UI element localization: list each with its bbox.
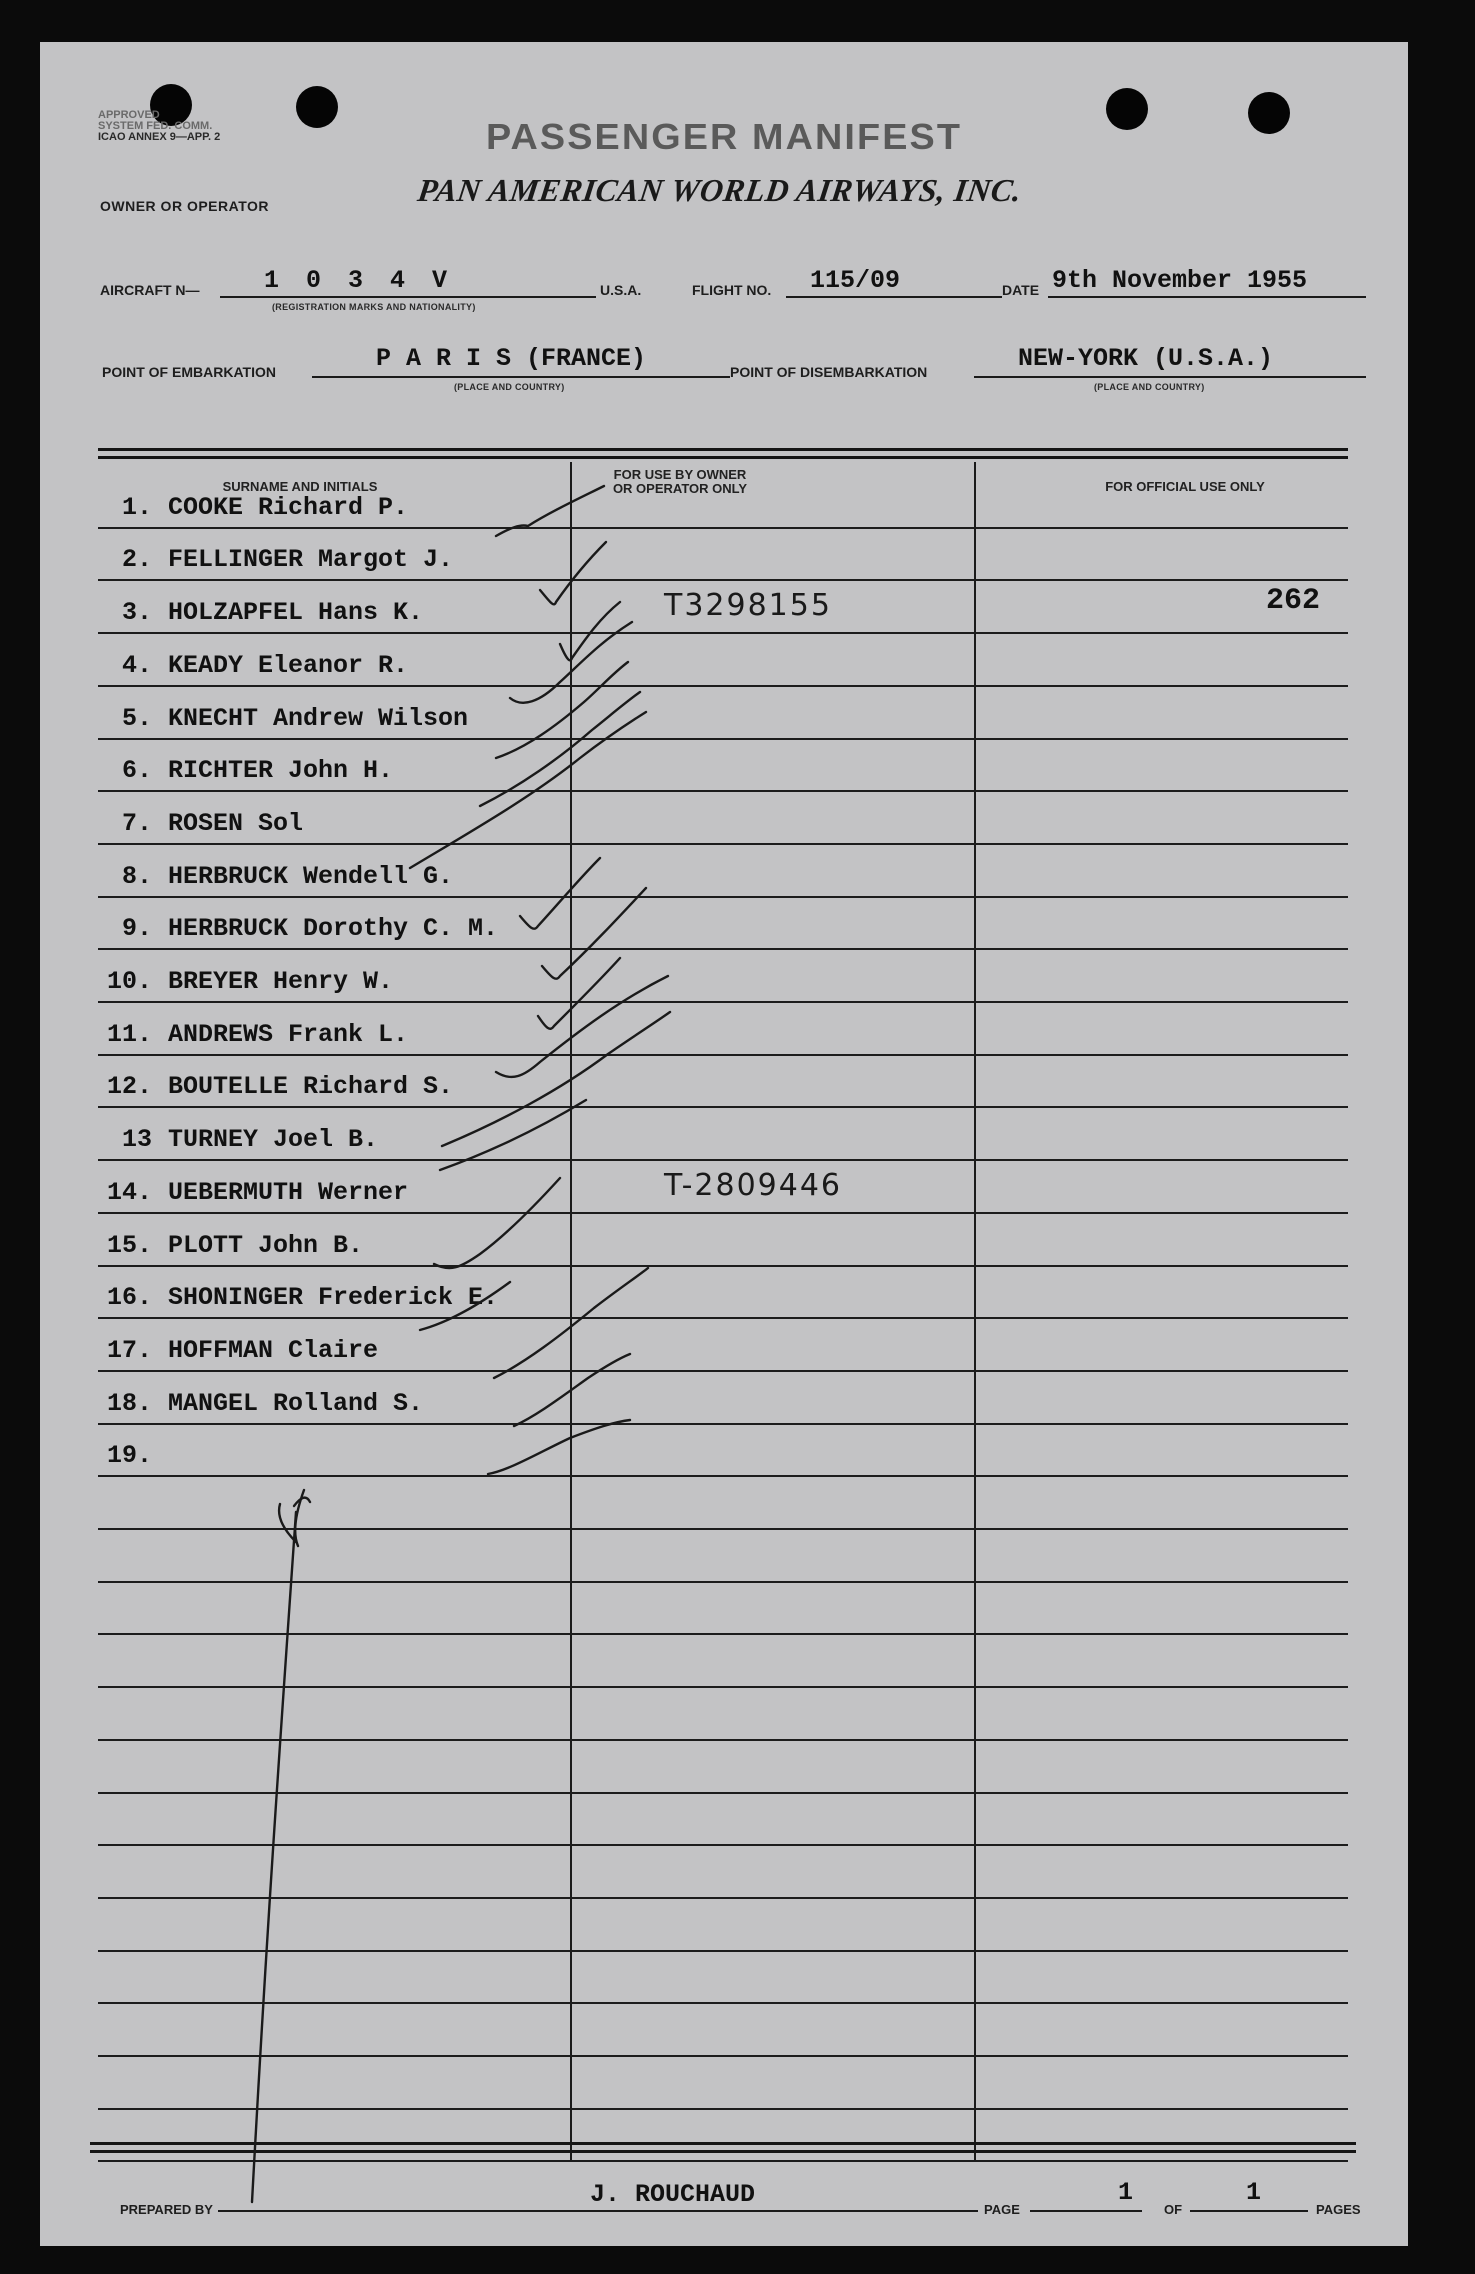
passenger-number: 1.: [121, 493, 152, 522]
date-label: DATE: [1002, 282, 1040, 298]
aircraft-registration: 1 0 3 4 V: [264, 266, 454, 295]
embarkation-place: P A R I S (FRANCE): [376, 344, 647, 373]
passenger-name: HOFFMAN Claire: [168, 1336, 379, 1365]
passenger-number: 10.: [106, 967, 152, 996]
passenger-name: COOKE Richard P.: [168, 493, 409, 522]
check-mark: [480, 692, 640, 806]
passenger-name: KEADY Eleanor R.: [168, 651, 409, 680]
owner-note: T3298155: [664, 588, 832, 623]
passenger-name: UEBERMUTH Werner: [168, 1178, 409, 1207]
passenger-name: SHONINGER Frederick E.: [168, 1283, 499, 1312]
passenger-name: ANDREWS Frank L.: [168, 1020, 409, 1049]
passenger-number: 18.: [106, 1389, 152, 1418]
check-mark: [494, 1268, 648, 1378]
of-label: OF: [1164, 2202, 1183, 2217]
disembarkation-sub-label: (PLACE AND COUNTRY): [1094, 382, 1205, 392]
passenger-number: 11.: [106, 1020, 152, 1049]
manifest-sheet: [40, 42, 1408, 2246]
check-mark: [434, 1178, 560, 1268]
passenger-name: KNECHT Andrew Wilson: [168, 704, 469, 733]
passenger-number: 6.: [121, 756, 152, 785]
country-label: U.S.A.: [600, 282, 642, 298]
passenger-number: 4.: [121, 651, 152, 680]
passenger-name: MANGEL Rolland S.: [168, 1389, 424, 1418]
page-number: 1: [1118, 2178, 1134, 2207]
passenger-name: BREYER Henry W.: [168, 967, 394, 996]
check-mark: [514, 1354, 630, 1426]
passenger-number: 12.: [106, 1072, 152, 1101]
passenger-name: HERBRUCK Dorothy C. M.: [168, 914, 499, 943]
passenger-name: TURNEY Joel B.: [168, 1125, 379, 1154]
prepared-label: PREPARED BY: [120, 2202, 213, 2217]
check-mark: [252, 1512, 296, 2202]
passenger-number: 2.: [121, 545, 152, 574]
passenger-name: HOLZAPFEL Hans K.: [168, 598, 424, 627]
check-mark: [538, 958, 620, 1029]
check-mark: [520, 858, 600, 929]
check-mark: [496, 662, 628, 758]
check-mark: [560, 602, 620, 660]
col-owner-line: FOR USE BY OWNER OR OPERATOR ONLY: [612, 467, 748, 496]
check-mark: [488, 1420, 630, 1474]
passenger-name: PLOTT John B.: [168, 1231, 364, 1260]
check-mark: [294, 1498, 310, 1506]
check-mark: [496, 976, 668, 1077]
col-surname: SURNAME AND INITIALS: [222, 479, 378, 494]
check-mark: [542, 888, 646, 979]
embarkation-label: POINT OF EMBARKATION: [102, 364, 276, 380]
check-mark: [420, 1282, 510, 1330]
prepared-by: J. ROUCHAUD: [590, 2180, 756, 2209]
passenger-name: RICHTER John H.: [168, 756, 394, 785]
pages-label: PAGES: [1316, 2202, 1361, 2217]
col-official: FOR OFFICIAL USE ONLY: [1105, 479, 1265, 494]
passenger-number: 3.: [121, 598, 152, 627]
approval-stamp: APPROVED SYSTEM FED. COMM. ICAO ANNEX 9—APP. 2: [98, 109, 221, 143]
flight-number: 115/09: [810, 266, 901, 295]
passenger-name: HERBRUCK Wendell G.: [168, 862, 454, 891]
passenger-number: 16.: [106, 1283, 152, 1312]
page-title: PASSENGER MANIFEST: [485, 116, 963, 157]
passenger-name: ROSEN Sol: [168, 809, 304, 838]
airline-name: PAN AMERICAN WORLD AIRWAYS, INC.: [415, 172, 1025, 208]
passenger-number: 15.: [106, 1231, 152, 1260]
owner-label: OWNER OR OPERATOR: [100, 198, 269, 214]
check-mark: [442, 1012, 670, 1146]
passenger-number: 5.: [121, 704, 152, 733]
official-note: 262: [1266, 584, 1321, 618]
passenger-number: 9.: [121, 914, 152, 943]
aircraft-sub-label: (REGISTRATION MARKS AND NATIONALITY): [272, 302, 476, 312]
disembarkation-place: NEW-YORK (U.S.A.): [1018, 344, 1274, 373]
flight-date: 9th November 1955: [1052, 266, 1308, 295]
passenger-number: 7.: [121, 809, 152, 838]
passenger-number: 19.: [106, 1441, 152, 1470]
check-mark: [440, 1100, 586, 1170]
passenger-number: 14.: [106, 1178, 152, 1207]
check-mark: [496, 486, 604, 536]
check-mark: [510, 622, 632, 703]
check-mark: [410, 712, 646, 868]
embarkation-sub-label: (PLACE AND COUNTRY): [454, 382, 565, 392]
passenger-number: 13: [121, 1125, 152, 1154]
disembarkation-label: POINT OF DISEMBARKATION: [730, 364, 928, 380]
passenger-number: 17.: [106, 1336, 152, 1365]
page-total: 1: [1246, 2178, 1262, 2207]
passenger-name: FELLINGER Margot J.: [168, 545, 454, 574]
check-mark: [540, 542, 606, 604]
flight-label: FLIGHT NO.: [692, 282, 772, 298]
page-label: PAGE: [984, 2202, 1020, 2217]
aircraft-label: AIRCRAFT N—: [100, 282, 200, 298]
owner-note: T-2809446: [664, 1168, 843, 1203]
passenger-name: BOUTELLE Richard S.: [168, 1072, 454, 1101]
handwritten-marks: [40, 42, 1408, 2246]
passenger-number: 8.: [121, 862, 152, 891]
